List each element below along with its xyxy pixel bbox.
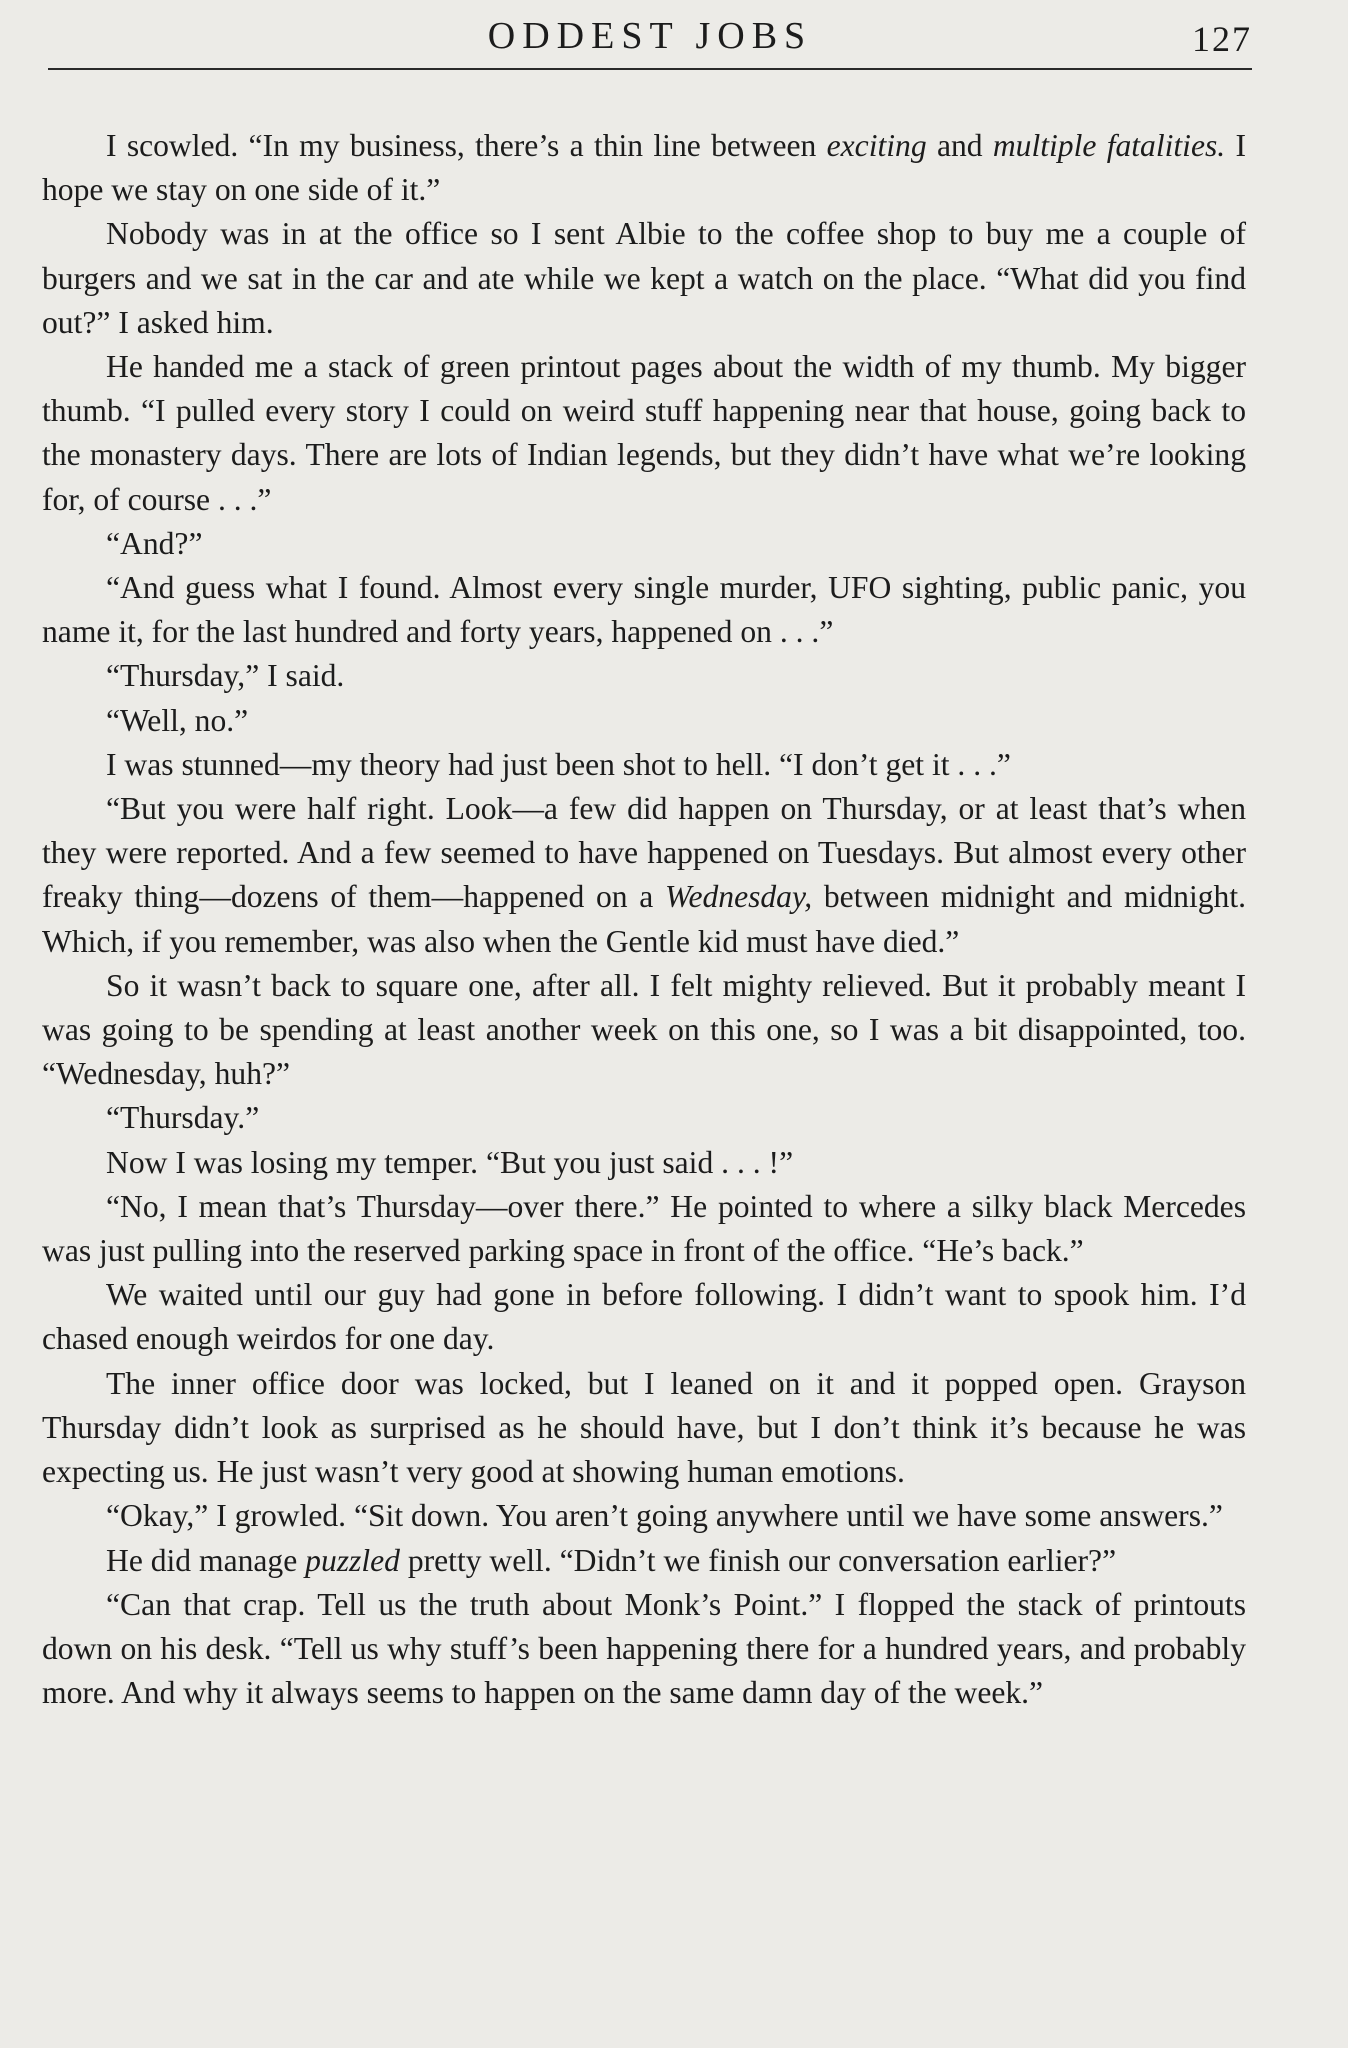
paragraph: He handed me a stack of green printout pages about the width of my thumb. My bigger thumb. “I pulled every story I could on weird stuff happening near that house, going back to the monastery days. There are lots of Indian legends, but they didn’t have what we’re looking for, of course . . .” <box>42 349 1246 517</box>
paragraph: “And guess what I found. Almost every single murder, UFO sighting, public panic, you name it, for the last hundred and forty years, happened on . . .” <box>42 570 1246 650</box>
paragraph: “Well, no.” <box>106 702 249 738</box>
running-head <box>48 8 1252 70</box>
paragraph: He did manage puzzled pretty well. “Didn’t we finish our conversation earlier?” <box>106 1542 1117 1578</box>
paragraph: “And?” <box>106 525 203 561</box>
paragraph: “Okay,” I growled. “Sit down. You aren’t going anywhere until we have some answers.” <box>106 1498 1223 1534</box>
paragraph: “No, I mean that’s Thursday—over there.” He pointed to where a silky black Mercedes was just pulling into the reserved parking space in front of the office. “He’s back.” <box>42 1188 1246 1269</box>
paragraph: Now I was losing my temper. “But you just said . . . !” <box>106 1144 794 1180</box>
paragraph: “Thursday.” <box>106 1100 260 1136</box>
running-title: ODDEST JOBS <box>487 15 813 57</box>
paragraph: I was stunned—my theory had just been shot to hell. “I don’t get it . . .” <box>106 746 1011 782</box>
body-text <box>42 124 1246 1715</box>
paragraph: We waited until our guy had gone in before following. I didn’t want to spook him. I’d chased enough weirdos for one day. <box>42 1277 1246 1357</box>
paragraph: So it wasn’t back to square one, after all. I felt mighty relieved. But it probably meant I was going to be spending at least another week on this one, so I was a bit disappointed, too. “Wednesday, huh?” <box>42 967 1246 1092</box>
paragraph: “But you were half right. Look—a few did happen on Thursday, or at least that’s when they were reported. And a few seemed to have happened on Tuesdays. But almost every other freaky thing—dozens of them—happened on a Wednesday, between midnight and midnight. Which, if you remember, was also when the Gentle kid must have died.” <box>42 791 1246 959</box>
paragraph: The inner office door was locked, but I leaned on it and it popped open. Grayson Thursday didn’t look as surprised as he should have, but I don’t think it’s because he was expecting us. He just wasn’t very good at showing human emotions. <box>42 1365 1246 1490</box>
paragraph: “Thursday,” I said. <box>106 658 345 694</box>
paragraph: Nobody was in at the office so I sent Albie to the coffee shop to buy me a couple of burgers and we sat in the car and ate while we kept a watch on the place. “What did you find out?” I asked him. <box>42 216 1246 340</box>
paragraph: I scowled. “In my business, there’s a thin line between exciting and multiple fatalities. I hope we stay on one side of it.” <box>42 128 1247 208</box>
paragraph: “Can that crap. Tell us the truth about Monk’s Point.” I flopped the stack of printouts down on his desk. “Tell us why stuff’s been happening there for a hundred years, and probably more. And why it always seems to happen on the same damn day of the week.” <box>42 1586 1246 1711</box>
page-number: 127 <box>1192 19 1252 59</box>
